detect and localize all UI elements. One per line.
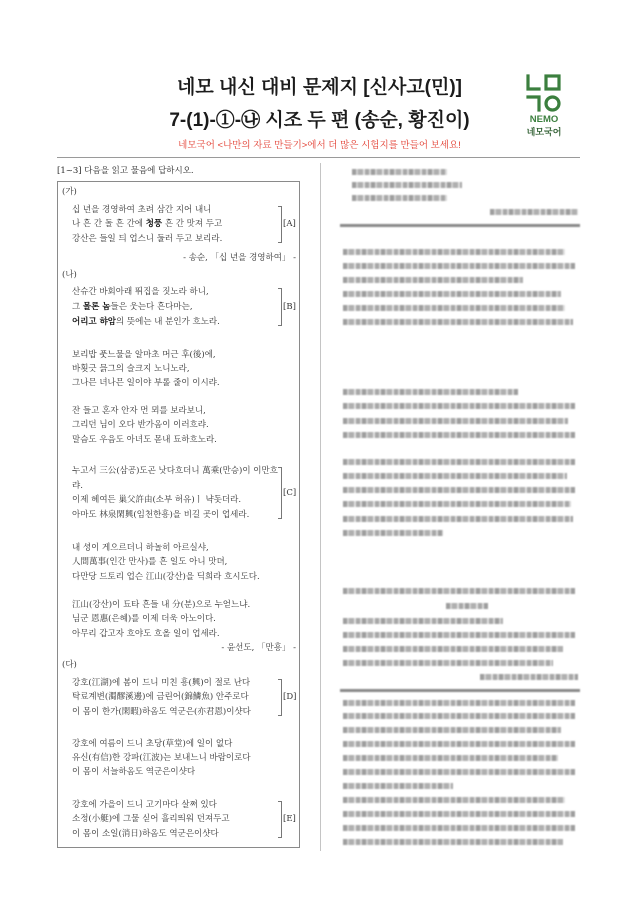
emphasized-phrase: 청풍 [145,219,163,229]
logo-brand-en: NEMO [529,114,559,125]
blurred-text-line [343,825,575,831]
blurred-text-line [352,195,447,201]
blurred-text-line [352,169,447,175]
poem-line: 님군 恩惠(은혜)를 이제 더욱 아노이다. [72,614,216,624]
poem-line [72,217,222,231]
section-label-da: (다) [62,660,77,670]
bracket-label-d: [D] [283,692,297,702]
blurred-text-line [343,727,561,733]
poem-line: 강호에 여름이 드니 초당(草堂)에 일이 없다 [72,739,233,749]
blurred-text-line [343,741,575,747]
blurred-text-line [343,389,518,395]
poem-line: 강호에 가을이 드니 고기마다 살쪄 있다 [72,800,217,810]
promo-text: 네모국어 <나만의 자료 만들기>에서 더 많은 시험지를 만들어 보세요! [178,140,461,151]
poem-line: 누고서 三公(삼공)도곤 낫다흐더니 萬乘(만승)이 이만흐 [72,466,278,476]
section-label-ga: (가) [62,187,77,197]
blurred-text-line [490,209,578,215]
page-subtitle: 7-(1)-①-㉯ 시조 두 편 (송순, 황진이) [169,110,470,131]
poem-line: 그나믄 녀나믄 일이야 부롤 줄이 이시랴. [72,378,220,388]
blurred-text-line [343,418,568,424]
blurred-text-line [343,588,575,594]
poem-line-text: 흔 간 맛져 두고 [162,219,223,229]
nemo-logo-icon [524,72,564,114]
blurred-text-line [343,263,575,269]
poem-line: 강호(江湖)에 봄이 드니 미친 흥(興)이 절로 난다 [72,678,251,688]
section-label-na: (나) [62,270,77,280]
blurred-text-line [343,277,523,283]
poem-line: 탁료계변(濁醪溪邊)에 금린어(錦鱗魚) 안주로다 [72,692,249,702]
blurred-text-line [343,291,561,297]
poem-line: 이 몸이 서늘하옴도 역군은이샷다 [72,767,196,777]
blurred-divider [340,689,580,692]
blurred-text-line [343,646,563,652]
blurred-text-line [343,839,563,845]
bracket-b [278,288,282,326]
emphasized-phrase: 몰론 놈 [82,302,111,312]
blurred-text-line [480,674,578,680]
blurred-text-line [343,755,558,761]
poem-line-text: 들은 웃는다 흔다마는, [110,302,193,312]
blurred-text-line [343,769,575,775]
poem-line [72,300,193,314]
poem-line-text: 그 [72,302,83,312]
poem-line: 소정(小艇)에 그물 싣어 흘리띄워 던져두고 [72,814,230,824]
emphasized-phrase: 어리고 햐암 [72,317,117,327]
blurred-text-line [343,487,575,493]
header-divider [57,157,580,158]
blurred-text-line [343,660,553,666]
blurred-text-line [343,305,565,311]
bracket-d [278,679,282,716]
blurred-text-line [343,797,565,803]
blurred-text-line [343,713,575,719]
blurred-text-line [343,501,571,507]
blurred-text-line [343,403,575,409]
question-instruction: [1~3] 다음을 읽고 물음에 답하시오. [57,166,194,176]
bracket-label-a: [A] [283,219,296,229]
logo-brand-ko: 네모국어 [526,127,562,137]
page-title: 네모 내신 대비 문제지 [신사고(민)] [176,77,463,98]
bracket-label-c: [C] [283,488,297,498]
blurred-text-line [343,783,453,789]
column-divider [320,163,321,851]
poem-line: 江山(강산)이 됴타 흔들 내 分(분)으로 누얻느냐. [72,600,251,610]
source-citation: - 송순, 「십 년을 경영하여」 - [183,253,296,263]
poem-line: 이 몸이 소일(消日)하옴도 역군은이샷다 [72,829,219,839]
poem-line: 아마도 林泉閑興(임천한흥)을 비길 곳이 업세라. [72,510,250,520]
blurred-text-line [352,182,462,188]
poem-line: 십 년을 경영하여 초려 삼간 지어 내니 [72,205,212,215]
poem-line: 보리밥 풋느물을 알마초 머근 후(後)에, [72,350,216,360]
poem-line [72,315,220,329]
poem-line-text: 나 흔 간 돌 흔 간에 [72,219,146,229]
bracket-c [278,467,282,519]
blurred-text-line [343,319,573,325]
poem-line: 人間萬事(인간 만사)를 흔 일도 아니 맛뎌, [72,557,228,567]
blurred-text-line [343,516,573,522]
poem-line: 그리던 님이 오다 반가옴이 이러흐랴. [72,420,209,430]
poem-line-text: 의 뜻에는 내 분인가 흐노라. [116,317,220,327]
poem-line: 바횟긋 믉그의 슬크지 노니노라, [72,364,190,374]
poem-line: 산슈간 바회아래 뛰집을 짓노라 하니, [72,287,209,297]
blurred-text-line [343,700,575,706]
blurred-text-line [343,473,567,479]
blurred-text-line [343,632,575,638]
blurred-text-line [343,618,503,624]
blurred-text-line [343,249,565,255]
bracket-label-e: [E] [283,814,296,824]
poem-line: 강산은 들일 듸 업스니 둘러 두고 보리라. [72,234,223,244]
bracket-e [278,801,282,838]
poem-line: 내 셩이 게으르더니 하놀히 아르실샤, [72,543,209,553]
poem-line: 이제 헤여든 巢父許由(소부 허유)ㅣ 냑돗더라. [72,495,242,505]
blurred-text-line [446,603,488,609]
blurred-divider [340,224,580,227]
blurred-text-line [343,530,443,536]
source-citation: - 윤선도, 「만흥」 - [221,643,296,653]
bracket-a [278,206,282,243]
blurred-text-line [343,811,575,817]
blurred-text-line [343,432,575,438]
poem-line: 유신(有信)한 강파(江波)는 보내느니 바람이로다 [72,753,251,763]
poem-line: 다만당 드토리 업슨 江山(강산)을 딕희라 흐시도다. [72,572,260,582]
poem-line: 이 몸이 한가(閑暇)하옴도 역군은(亦君恩)이샷다 [72,707,251,717]
poem-line: 아무리 갑고자 흐야도 흐올 일이 업세라. [72,629,220,639]
poem-line: 말슴도 우음도 아녀도 몯내 됴하흐노라. [72,435,217,445]
blurred-text-line [343,459,575,465]
poem-line: 랴. [72,481,83,491]
poem-line: 잔 들고 혼자 안자 먼 뫼를 보라보니, [72,406,206,416]
bracket-label-b: [B] [283,302,296,312]
